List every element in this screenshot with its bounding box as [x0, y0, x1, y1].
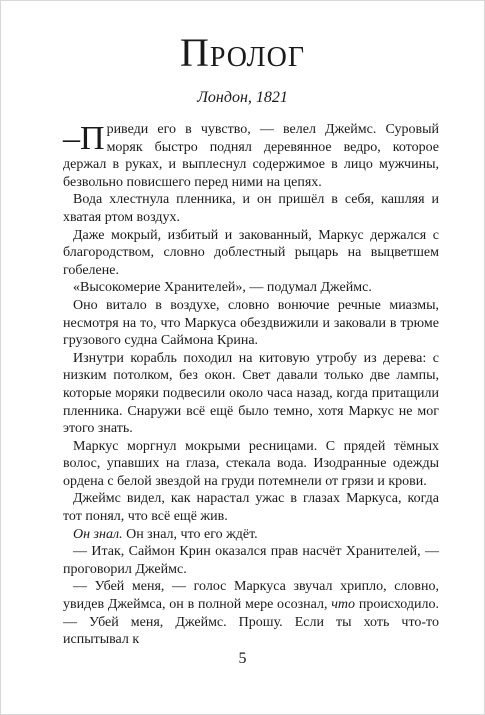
opening-text: риведи его в чувство, — велел Джеймс. Суровый моряк быстро поднял деревянное ведро, которое держал в руках, и выплеснул содержимое в лицо мужчины, безвольно повисшего перед ними на цепях. [63, 122, 439, 190]
page-number: 5 [238, 650, 247, 667]
italic-word: что [331, 597, 356, 613]
paragraph [63, 526, 439, 544]
paragraph: Джеймс видел, как нарастал ужас в глазах Маркуса, когда тот понял, что всё ещё жив. [63, 491, 439, 525]
italic-phrase: Он знал. [73, 526, 123, 542]
paragraph-text: Он знал, что его ждёт. [122, 526, 258, 542]
body-text [63, 121, 439, 649]
drop-cap: –П [63, 120, 105, 157]
paragraph: Вода хлестнула пленника, и он пришёл в себя, кашляя и хватая ртом воздух. [63, 192, 439, 225]
paragraph: Даже мокрый, избитый и закованный, Маркус держался с благородством, словно доблестный рыцарь на выцветшем гобелене. [63, 227, 439, 278]
paragraph-text: происходило. — Убей меня, Джеймс. Прошу. Если ты хоть что-то испытывал к [63, 597, 439, 648]
paragraph-text: — Убей меня, — голос Маркуса звучал хрипло, словно, увидев Джеймса, он в полной мере осознал, [63, 579, 439, 613]
dialogue-paragraph [63, 578, 439, 648]
paragraph: Маркус моргнул мокрыми ресницами. С прядей тёмных волос, упавших на глаза, стекала вода. Изодранные одежды ордена с белой звездой на груди потемнели от грязи и крови. [63, 438, 439, 489]
dialogue-paragraph: — Итак, Саймон Крин оказался прав насчёт Хранителей, — проговорил Джеймс. [63, 544, 439, 577]
chapter-title: Пролог [179, 30, 306, 75]
chapter-subtitle: Лондон, 1821 [197, 89, 288, 106]
paragraph: Оно витало в воздухе, словно вонючие речные миазмы, несмотря на то, что Маркуса обездвижили и заковали в трюме грузового судна Саймона Крина. [63, 297, 439, 349]
paragraph: «Высокомерие Хранителей», — подумал Джеймс. [73, 280, 372, 296]
opening-paragraph [63, 121, 439, 191]
paragraph: Изнутри корабль походил на китовую утробу из дерева: с низким потолком, без окон. Свет давали только две лампы, которые моряки подвесили около часа назад, когда притащили пленника. Снаружи всё ещё было темно, хотя Маркус не мог этого знать. [63, 350, 439, 437]
